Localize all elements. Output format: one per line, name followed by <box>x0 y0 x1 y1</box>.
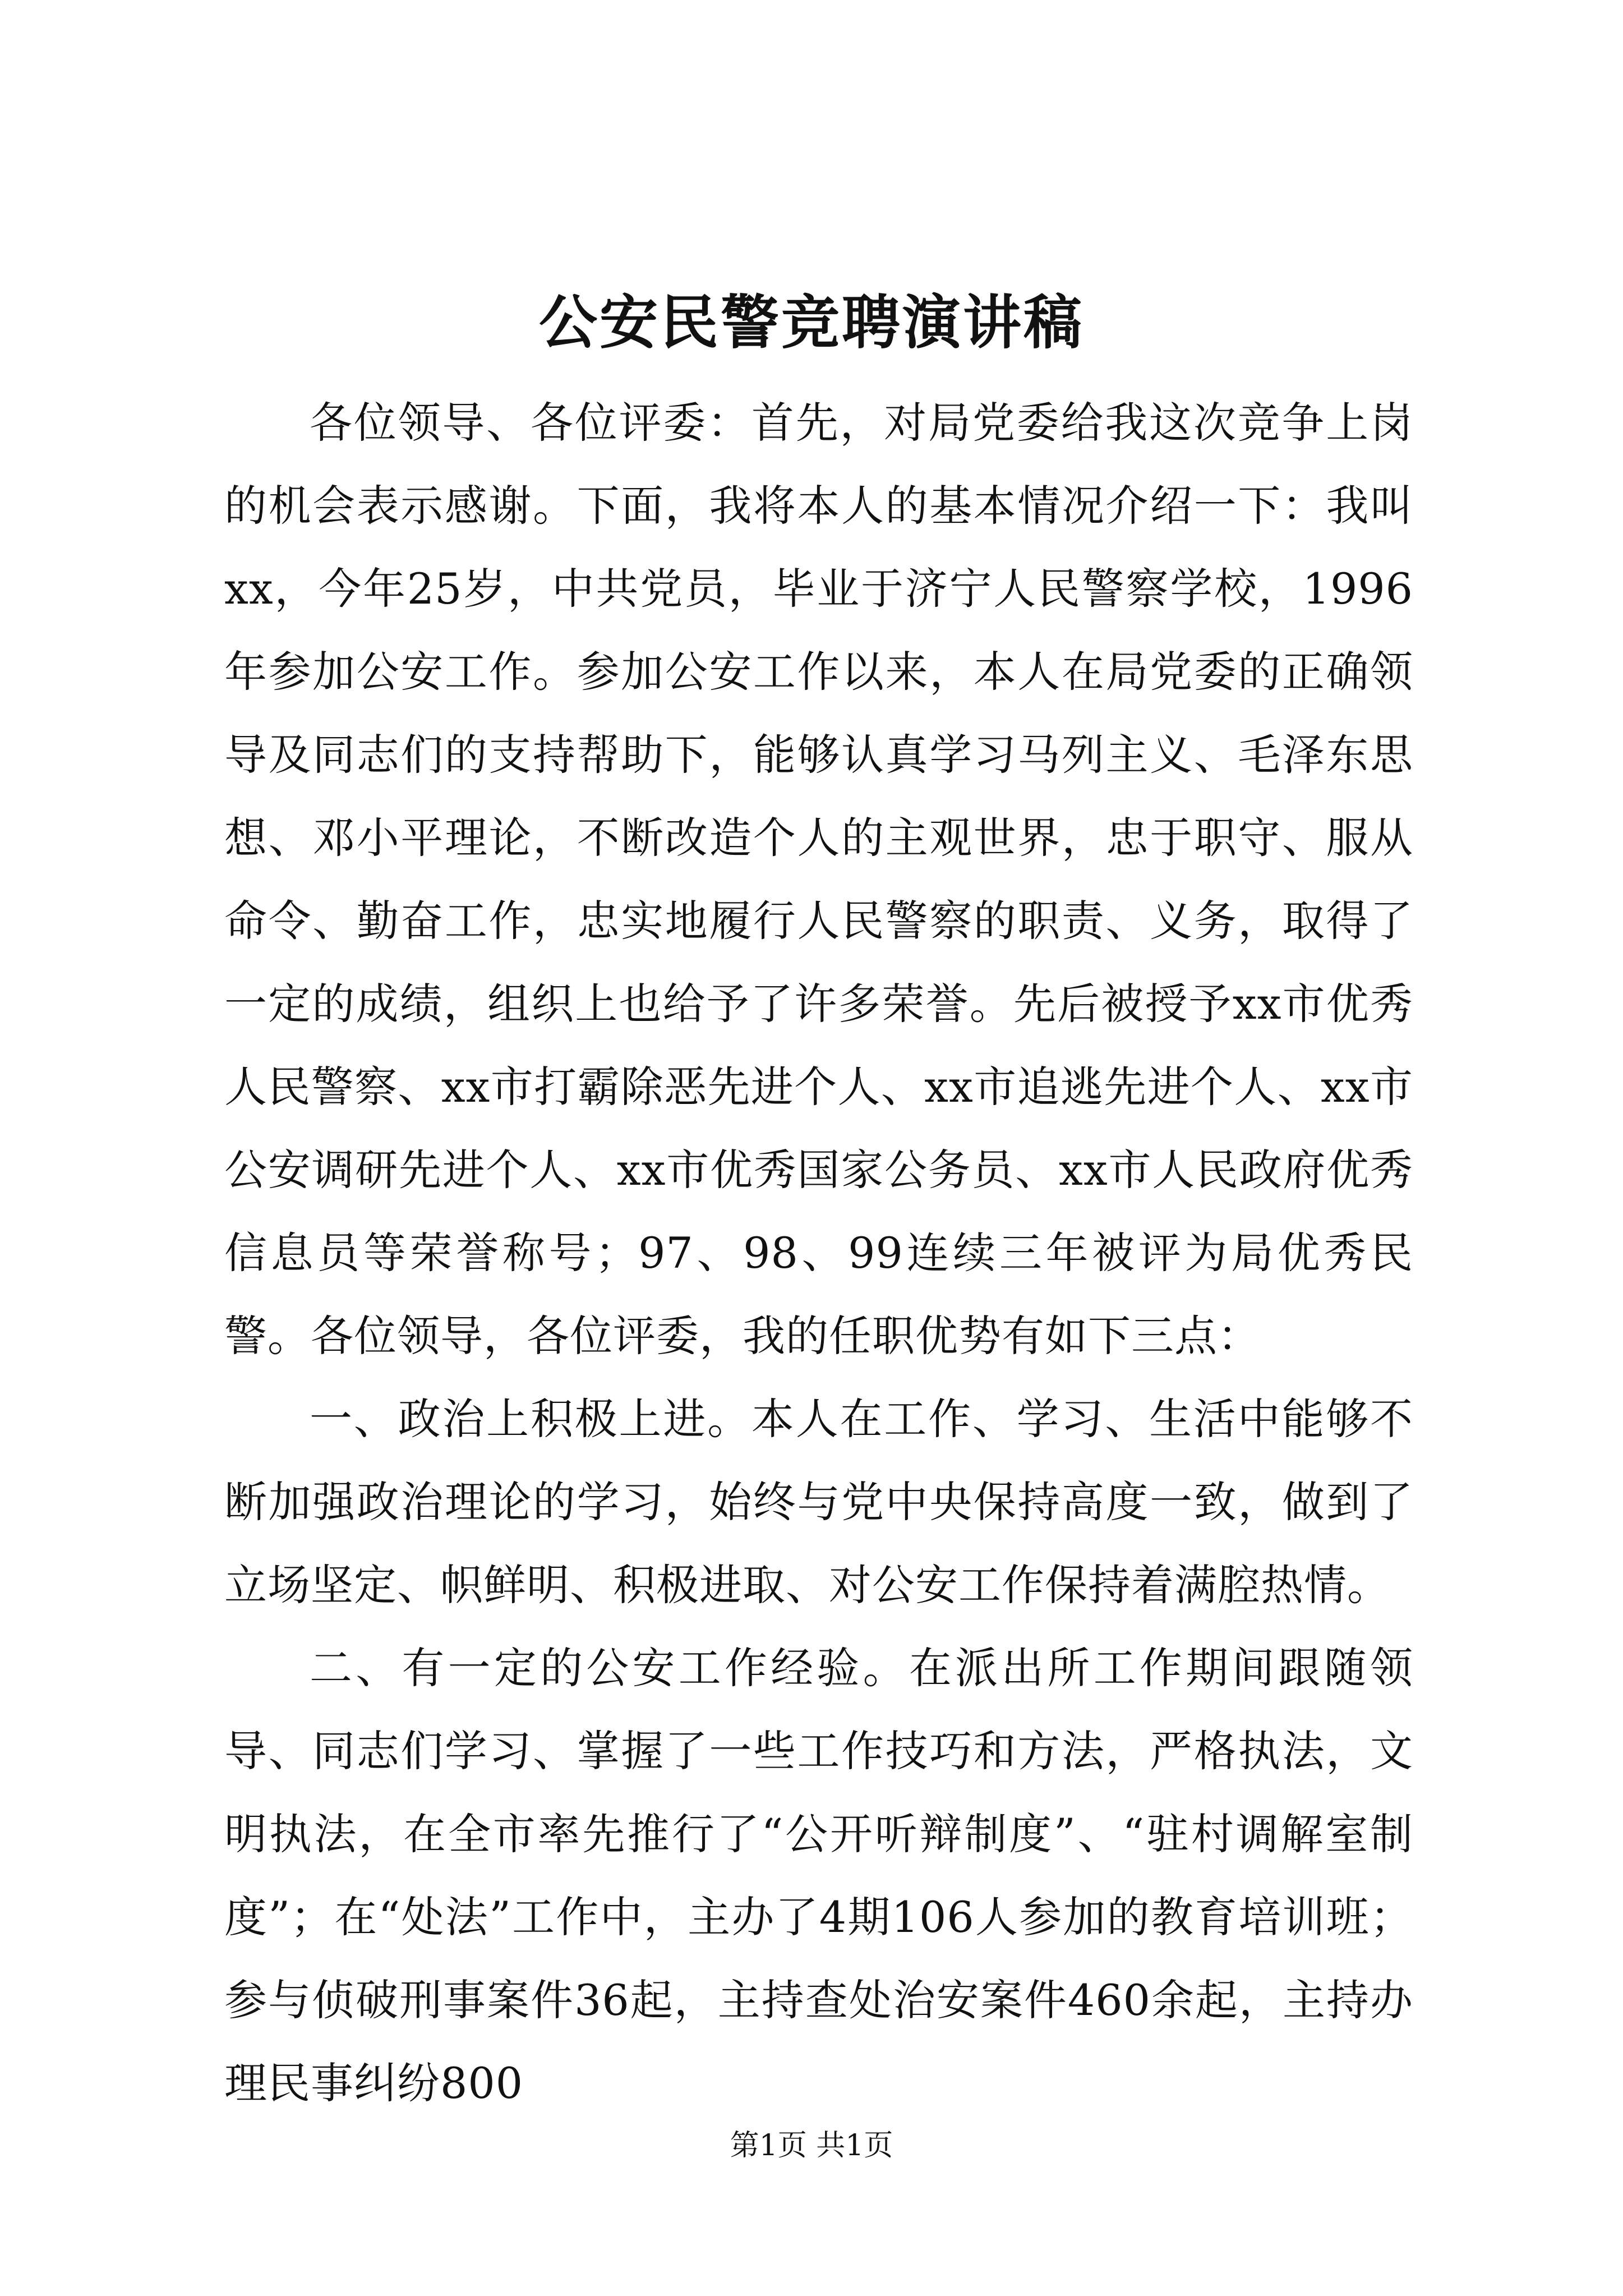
page-number-label: 第1页 共1页 <box>730 2129 893 2162</box>
page-footer <box>0 2126 1623 2165</box>
document-body <box>224 381 1413 2125</box>
document-title: 公安民警竞聘演讲稿 <box>538 288 1084 357</box>
paragraph-point-two: 二、有一定的公安工作经验。在派出所工作期间跟随领导、同志们学习、掌握了一些工作技巧和方法，严格执法，文明执法，在全市率先推行了“公开听辩制度”、“驻村调解室制度”；在“处法”工作中，主办了4期106人参加的教育培训班；参与侦破刑事案件36起，主持查处治安案件460余起，主持办理民事纠纷800 <box>224 1643 1413 2108</box>
paragraph-intro: 各位领导、各位评委：首先，对局党委给我这次竞争上岗的机会表示感谢。下面，我将本人的基本情况介绍一下：我叫xx，今年25岁，中共党员，毕业于济宁人民警察学校，1996年参加公安工作。参加公安工作以来，本人在局党委的正确领导及同志们的支持帮助下，能够认真学习马列主义、毛泽东思想、邓小平理论，不断改造个人的主观世界，忠于职守、服从命令、勤奋工作，忠实地履行人民警察的职责、义务，取得了一定的成绩，组织上也给予了许多荣誉。先后被授予xx市优秀人民警察、xx市打霸除恶先进个人、xx市追逃先进个人、xx市公安调研先进个人、xx市优秀国家公务员、xx市人民政府优秀信息员等荣誉称号；97、98、99连续三年被评为局优秀民警。各位领导，各位评委，我的任职优势有如下三点： <box>224 398 1413 1361</box>
paragraph-point-one: 一、政治上积极上进。本人在工作、学习、生活中能够不断加强政治理论的学习，始终与党中央保持高度一致，做到了立场坚定、帜鲜明、积极进取、对公安工作保持着满腔热情。 <box>224 1394 1413 1610</box>
